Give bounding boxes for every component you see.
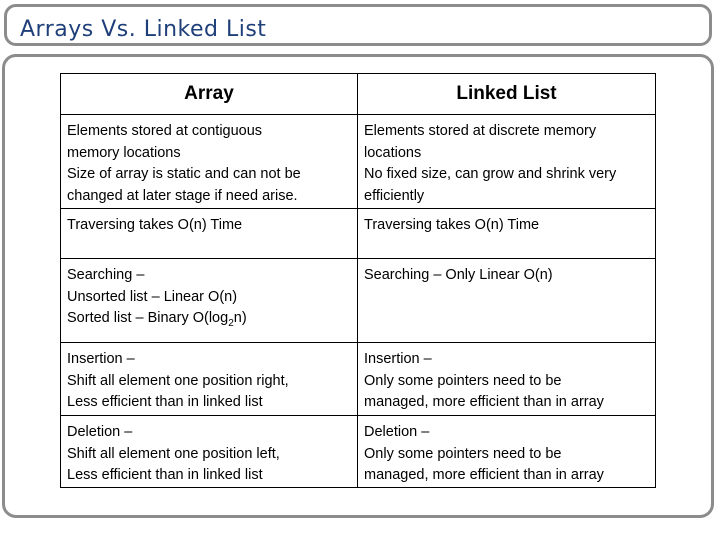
- cell-line: Searching – Only Linear O(n): [364, 267, 553, 283]
- table-row: [61, 259, 656, 343]
- sorted-prefix: Sorted list – Binary O(log: [67, 310, 229, 326]
- cell-line: Insertion –: [67, 351, 135, 367]
- cell-line: Shift all element one position left,: [67, 445, 280, 462]
- cell-array-traversing: [61, 209, 358, 259]
- cell-line: Size of array is static and can not be: [67, 166, 301, 182]
- cell-line: Elements stored at discrete memory: [364, 123, 597, 139]
- cell-line: efficiently: [364, 187, 425, 204]
- cell-linked-insertion: [358, 343, 656, 416]
- cell-line: Less efficient than in linked list: [67, 394, 263, 410]
- cell-line: No fixed size, can grow and shrink very: [364, 166, 617, 182]
- comparison-table: [60, 73, 656, 488]
- cell-linked-deletion: [358, 416, 656, 488]
- cell-line: Traversing takes O(n) Time: [67, 217, 243, 233]
- slide-title: Arrays Vs. Linked List: [20, 17, 267, 42]
- cell-line: memory locations: [67, 144, 181, 161]
- cell-line: Less efficient than in linked list: [67, 467, 263, 483]
- cell-array-searching: [61, 259, 358, 343]
- table-row: [61, 115, 656, 209]
- cell-line: Deletion –: [364, 424, 430, 440]
- cell-array-storage: [61, 115, 358, 209]
- cell-linked-traversing: [358, 209, 656, 259]
- cell-line: Shift all element one position right,: [67, 372, 289, 389]
- cell-line: Only some pointers need to be: [364, 445, 562, 462]
- header-linked-list: Linked List: [358, 74, 656, 115]
- cell-line: [67, 308, 351, 330]
- cell-line: Traversing takes O(n) Time: [364, 217, 540, 233]
- table-row: [61, 343, 656, 416]
- table-row: [61, 209, 656, 259]
- cell-line: Elements stored at contiguous: [67, 123, 263, 139]
- cell-linked-searching: [358, 259, 656, 343]
- cell-line: Unsorted list – Linear O(n): [67, 288, 238, 305]
- header-array: Array: [61, 74, 358, 115]
- cell-line: locations: [364, 144, 422, 161]
- cell-line: managed, more efficient than in array: [364, 467, 604, 483]
- cell-line: Searching –: [67, 267, 145, 283]
- cell-line: Only some pointers need to be: [364, 372, 562, 389]
- cell-line: Deletion –: [67, 424, 133, 440]
- cell-array-deletion: [61, 416, 358, 488]
- log-base-subscript: 2: [228, 317, 234, 329]
- header-row: [61, 74, 656, 115]
- sorted-suffix: n): [233, 310, 247, 326]
- table-row: [61, 416, 656, 488]
- cell-line: managed, more efficient than in array: [364, 394, 604, 410]
- cell-linked-storage: [358, 115, 656, 209]
- cell-line: Insertion –: [364, 351, 432, 367]
- cell-array-insertion: [61, 343, 358, 416]
- cell-line: changed at later stage if need arise.: [67, 187, 298, 204]
